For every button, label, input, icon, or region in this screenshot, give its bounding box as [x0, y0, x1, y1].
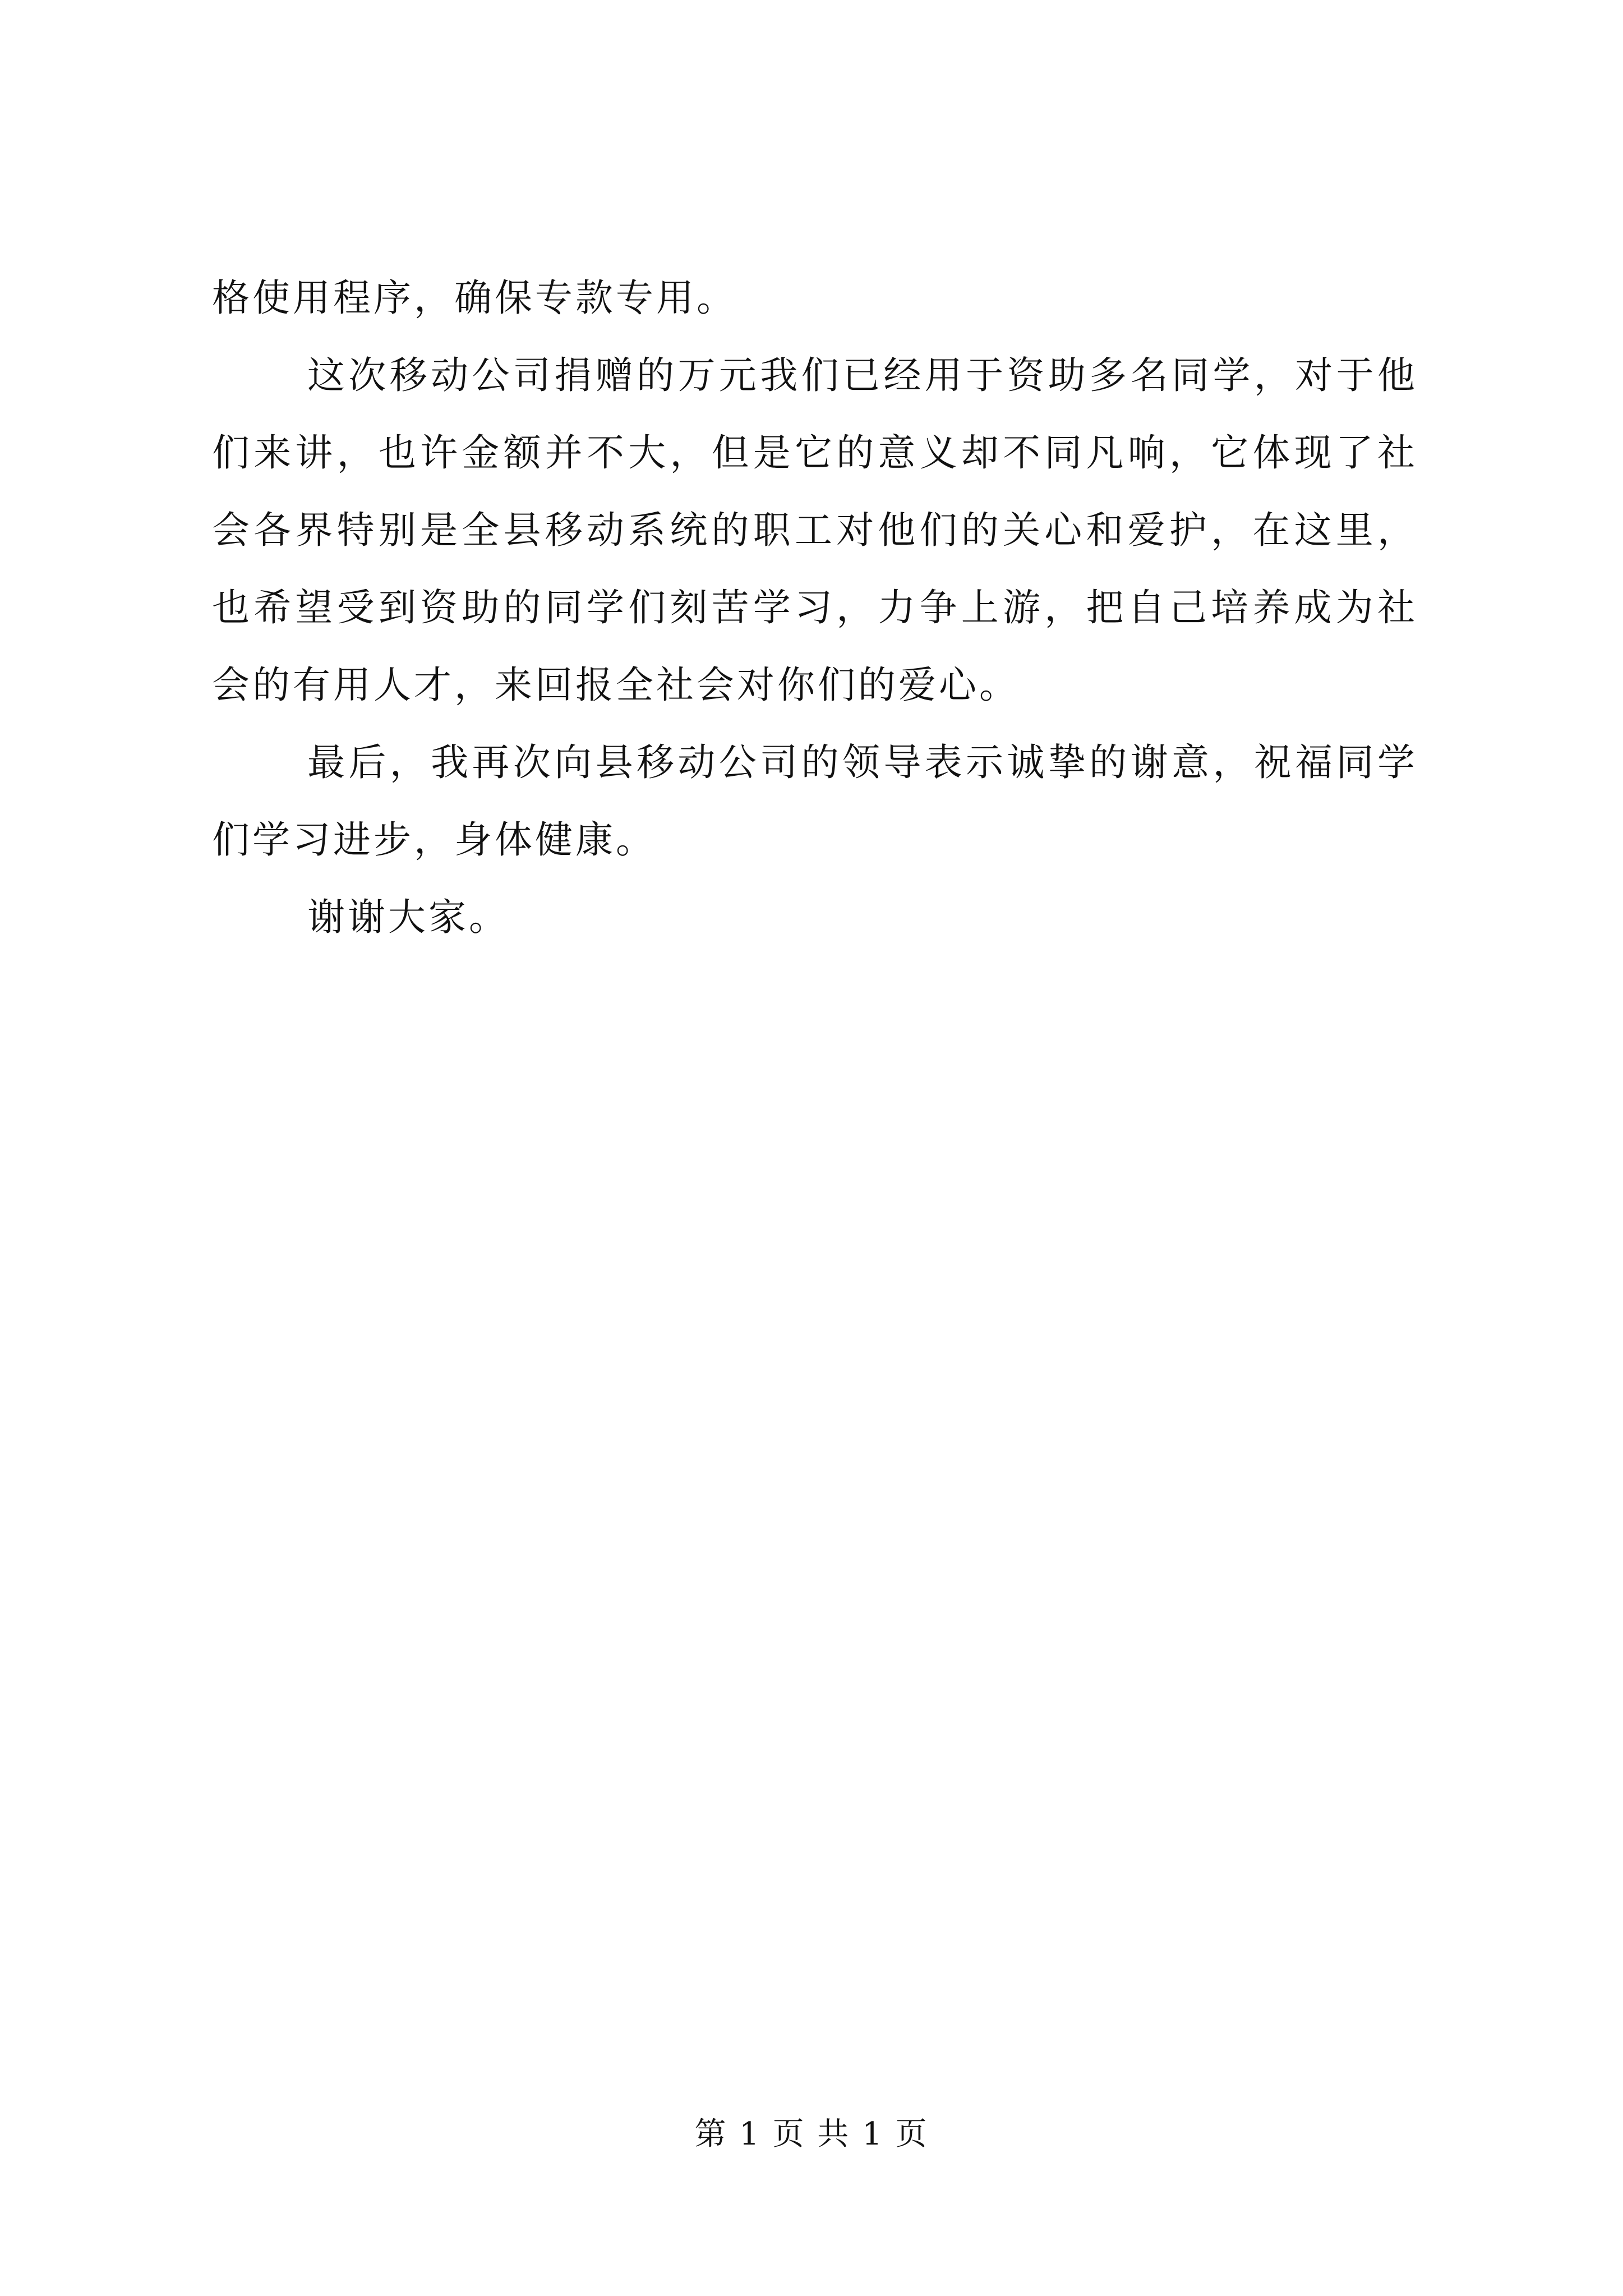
page-number-footer: 第 1 页 共 1 页: [694, 2116, 929, 2152]
paragraph-closing: 谢谢大家。: [307, 895, 509, 939]
paragraph-donation-use: 这次移动公司捐赠的万元我们已经用于资助多名同学，对于他们来讲，也许金额并不大，但是它的意义却不同凡响，它体现了社会各界特别是全县移动系统的职工对他们的关心和爱护，在这里，也希望受到资助的同学们刻苦学习，力争上游，把自己培养成为社会的有用人才，来回报全社会对你们的爱心。: [212, 353, 1418, 707]
paragraph-thanks: 最后，我再次向县移动公司的领导表示诚挚的谢意，祝福同学们学习进步，身体健康。: [212, 740, 1418, 862]
paragraph-continued: 格使用程序，确保专款专用。: [212, 276, 737, 320]
document-body: [212, 259, 1418, 956]
